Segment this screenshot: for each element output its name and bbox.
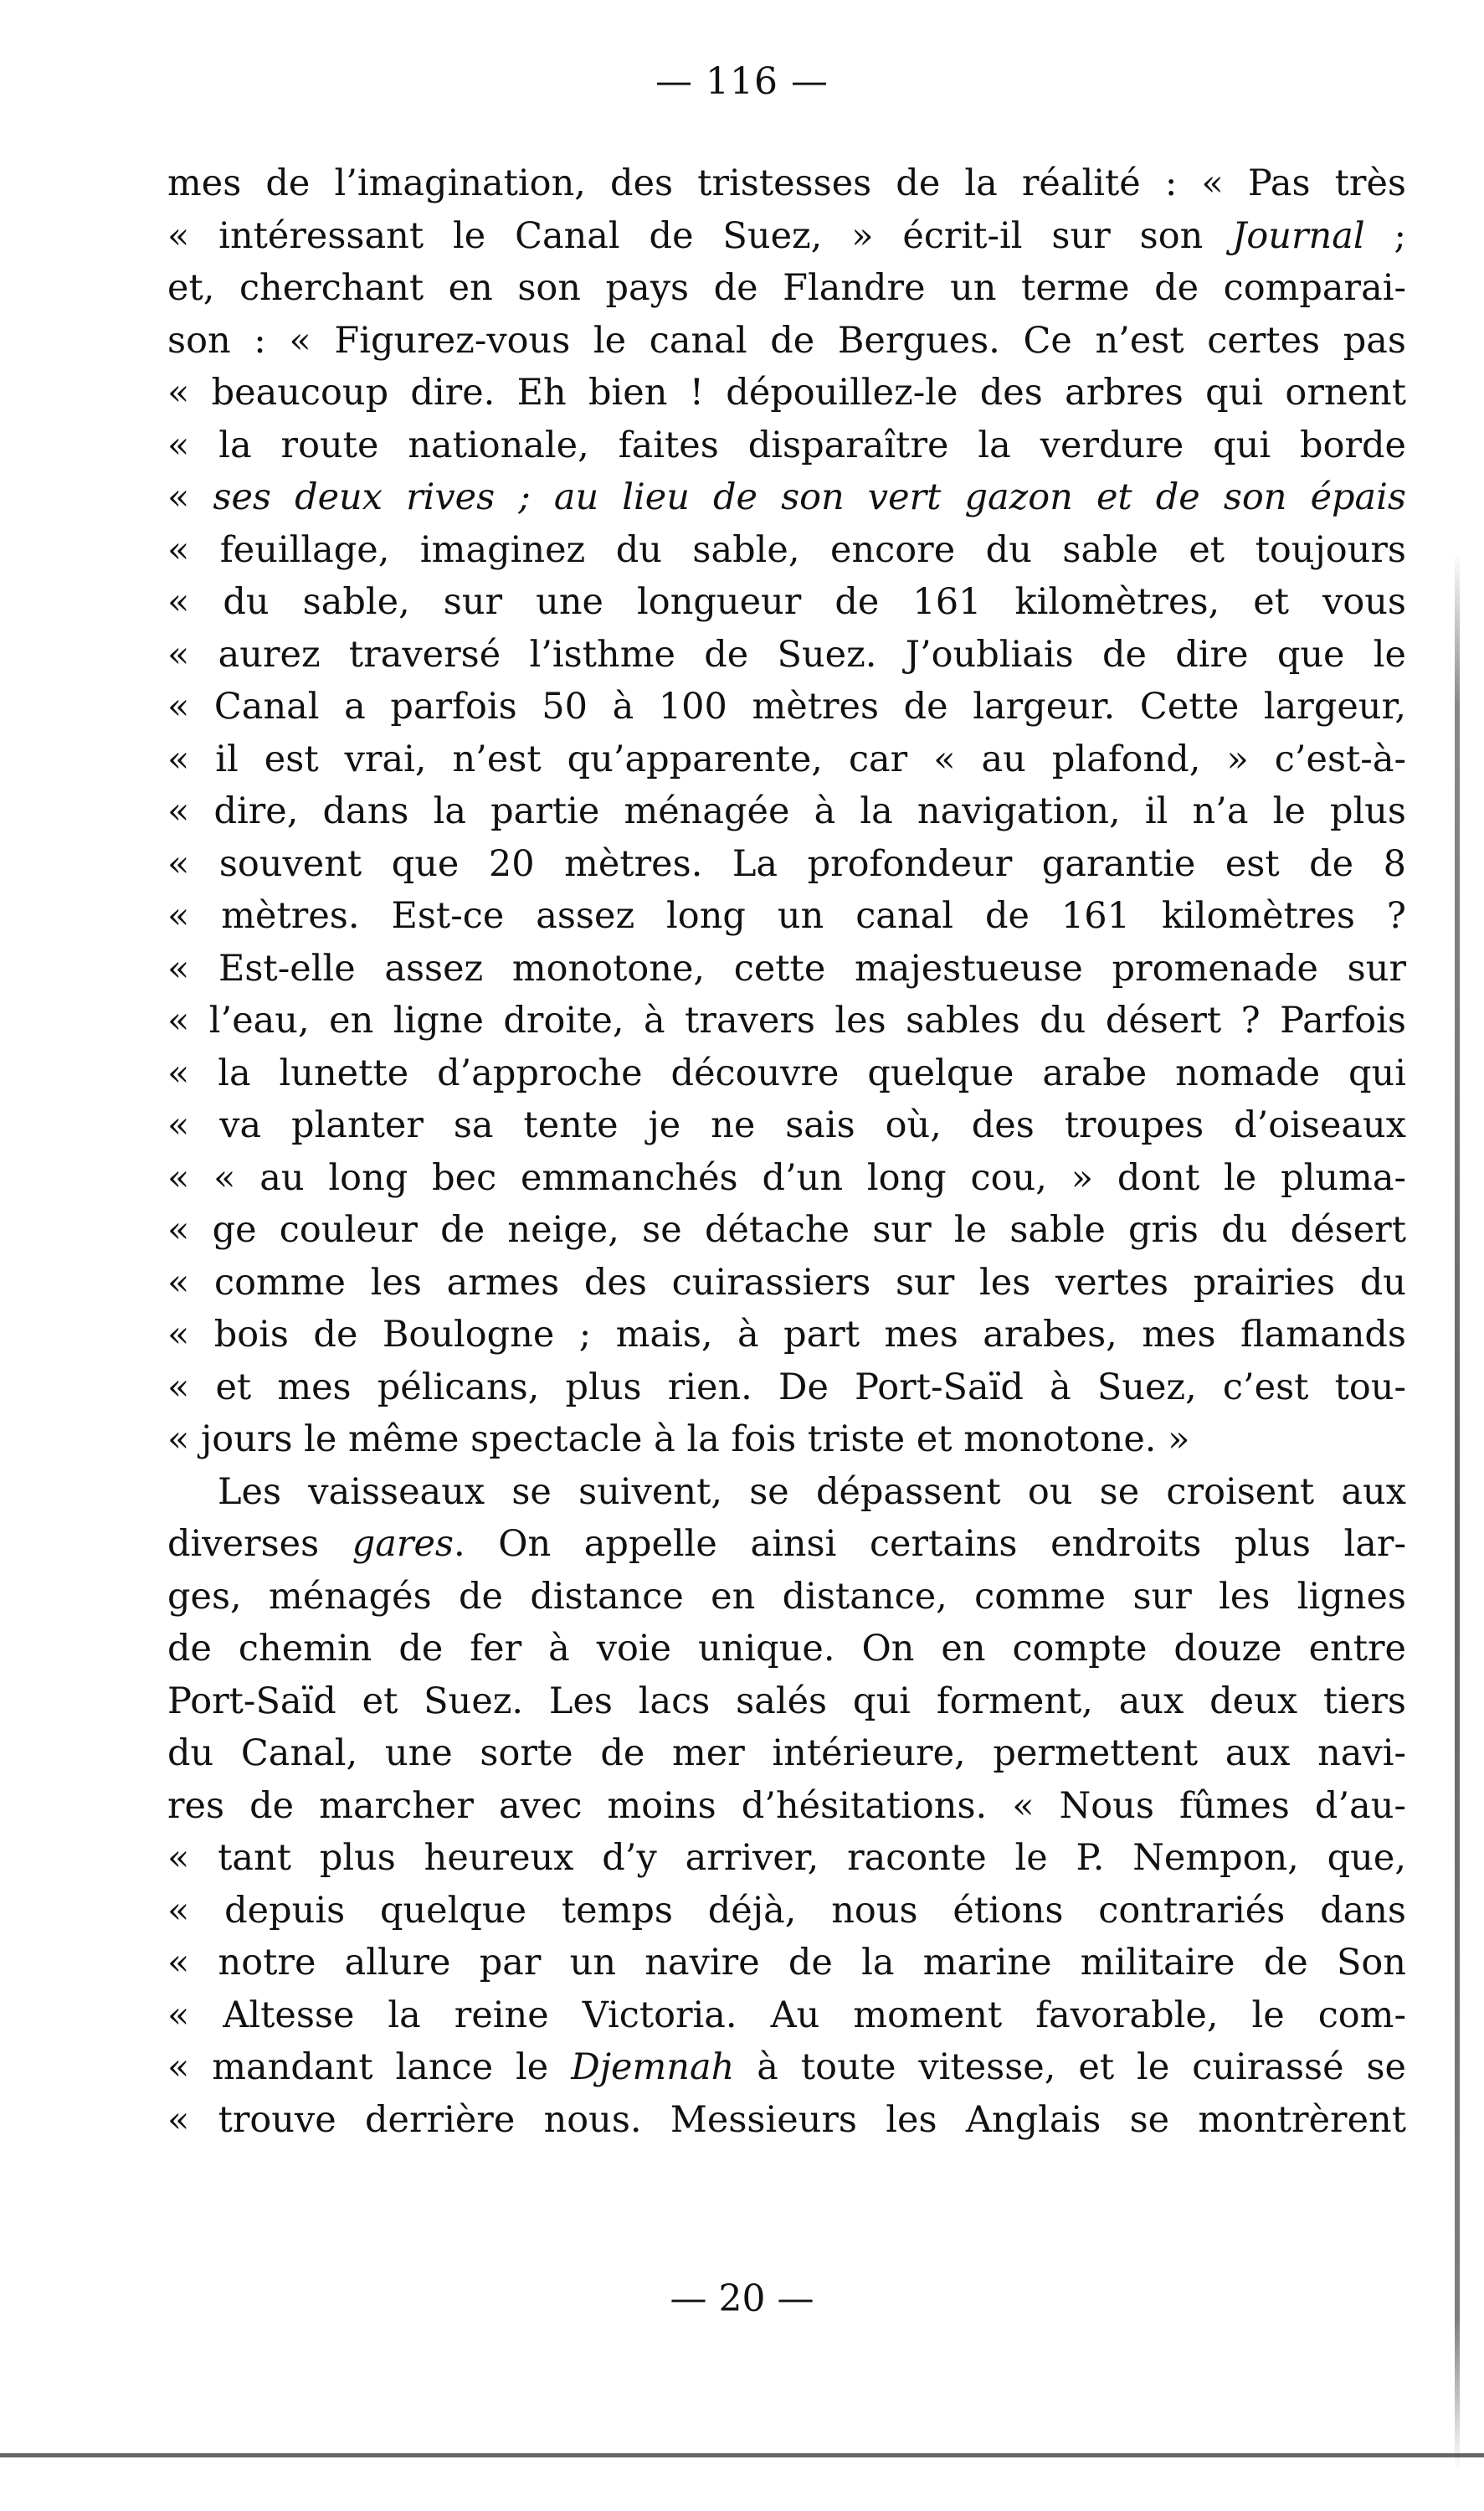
italic-run: Djemnah	[571, 2046, 735, 2088]
text-line	[167, 1937, 1406, 1989]
text-run: « la lunette d’approche découvre quelque arabe nomade qui	[167, 1052, 1406, 1094]
bottom-scan-rule	[0, 2453, 1484, 2457]
text-run: « Canal a parfois 50 à 100 mètres de largeur. Cette largeur,	[167, 686, 1406, 728]
text-run: « souvent que 20 mètres. La profondeur garantie est de 8	[167, 842, 1406, 885]
text-line	[167, 367, 1406, 419]
text-line	[167, 157, 1406, 210]
text-line	[167, 1099, 1406, 1152]
text-run: res de marcher avec moins d’hésitations. « Nous fûmes d’au-	[167, 1784, 1406, 1827]
text-run: de chemin de fer à voie unique. On en compte douze entre	[167, 1628, 1406, 1670]
text-run: « la route nationale, faites disparaître la verdure qui borde	[167, 424, 1406, 466]
text-line	[167, 1623, 1406, 1675]
signature-mark: — 20 —	[670, 2277, 814, 2320]
text-line	[167, 1989, 1406, 2042]
text-run: Port-Saïd et Suez. Les lacs salés qui forment, aux deux tiers	[167, 1680, 1406, 1722]
text-line	[167, 1047, 1406, 1100]
text-line	[167, 2094, 1406, 2147]
text-run: mes de l’imagination, des tristesses de la réalité : « Pas très	[167, 162, 1406, 204]
text-line	[167, 1885, 1406, 1937]
text-line	[167, 943, 1406, 996]
text-run: « l’eau, en ligne droite, à travers les sables du désert ? Parfois	[167, 1000, 1406, 1042]
text-run: « intéressant le Canal de Suez, » écrit-il sur son	[167, 214, 1233, 257]
text-run: « ge couleur de neige, se détache sur le sable gris du désert	[167, 1209, 1406, 1251]
text-run: du Canal, une sorte de mer intérieure, permettent aux navi-	[167, 1732, 1406, 1774]
text-line	[167, 1466, 1406, 1519]
text-run: à toute vitesse, et le cuirassé se	[734, 2046, 1406, 2088]
text-run: « il est vrai, n’est qu’apparente, car « au plafond, » c’est-à-	[167, 738, 1406, 780]
text-run: « notre allure par un navire de la marine militaire de Son	[167, 1942, 1406, 1984]
text-line	[167, 1832, 1406, 1885]
page-number: — 116 —	[655, 60, 829, 103]
text-line	[167, 629, 1406, 682]
text-line	[167, 1361, 1406, 1414]
text-line	[167, 681, 1406, 733]
text-run: « Est-elle assez monotone, cette majestueuse promenade sur	[167, 947, 1406, 990]
text-line	[167, 1727, 1406, 1780]
text-run: « aurez traversé l’isthme de Suez. J’oubliais de dire que le	[167, 633, 1406, 676]
text-run: « comme les armes des cuirassiers sur les vertes prairies du	[167, 1261, 1406, 1304]
italic-run: ses deux rives ; au lieu de son vert gazon et de son épais	[213, 476, 1406, 518]
text-run: « Altesse la reine Victoria. Au moment favorable, le com-	[167, 1994, 1406, 2036]
text-run: ges, ménagés de distance en distance, comme sur les lignes	[167, 1575, 1406, 1618]
text-run: « du sable, sur une longueur de 161 kilomètres, et vous	[167, 581, 1406, 623]
text-run: et, cherchant en son pays de Flandre un terme de comparai-	[167, 267, 1406, 309]
text-line	[167, 1571, 1406, 1623]
text-line	[167, 1413, 1406, 1466]
text-run: « et mes pélicans, plus rien. De Port-Saïd à Suez, c’est tou-	[167, 1366, 1406, 1408]
text-run: « trouve derrière nous. Messieurs les Anglais se montrèrent	[167, 2098, 1406, 2141]
text-run: diverses	[167, 1523, 352, 1565]
text-line	[167, 838, 1406, 891]
text-run: son : « Figurez-vous le canal de Bergues. Ce n’est certes pas	[167, 319, 1406, 362]
text-line	[167, 1780, 1406, 1833]
text-line	[167, 419, 1406, 472]
text-line	[167, 210, 1406, 263]
text-line	[167, 995, 1406, 1047]
body-text	[167, 157, 1406, 2146]
page-edge-scan-artifact	[1455, 553, 1460, 2470]
text-run: « mètres. Est-ce assez long un canal de 161 kilomètres ?	[167, 895, 1406, 937]
text-line	[167, 1257, 1406, 1310]
text-line	[167, 890, 1406, 943]
text-run: « depuis quelque temps déjà, nous étions contrariés dans	[167, 1889, 1406, 1932]
text-run: « mandant lance le	[167, 2046, 572, 2088]
text-line	[167, 785, 1406, 838]
text-line	[167, 1518, 1406, 1571]
text-run: « jours le même spectacle à la fois triste et monotone. »	[167, 1418, 1190, 1460]
text-run: « « au long bec emmanchés d’un long cou, » dont le pluma-	[167, 1156, 1406, 1199]
text-line	[167, 262, 1406, 315]
text-line	[167, 524, 1406, 577]
text-run: . On appelle ainsi certains endroits plus lar-	[453, 1523, 1406, 1565]
italic-run: gares	[352, 1523, 454, 1565]
text-line	[167, 315, 1406, 368]
text-run: « va planter sa tente je ne sais où, des troupes d’oiseaux	[167, 1104, 1406, 1146]
text-run: «	[167, 476, 213, 518]
text-line	[167, 1675, 1406, 1728]
text-line	[167, 1309, 1406, 1361]
text-run: « bois de Boulogne ; mais, à part mes arabes, mes flamands	[167, 1314, 1406, 1356]
text-run: « tant plus heureux d’y arriver, raconte le P. Nempon, que,	[167, 1837, 1406, 1879]
text-line	[167, 471, 1406, 524]
text-line	[167, 576, 1406, 629]
italic-run: Journal	[1232, 214, 1365, 257]
text-line	[167, 1204, 1406, 1257]
text-line	[167, 2041, 1406, 2094]
text-run: ;	[1364, 214, 1406, 257]
text-run: « feuillage, imaginez du sable, encore du sable et toujours	[167, 528, 1406, 571]
text-run: « beaucoup dire. Eh bien ! dépouillez-le des arbres qui ornent	[167, 372, 1406, 414]
text-run: « dire, dans la partie ménagée à la navigation, il n’a le plus	[167, 790, 1406, 832]
text-line	[167, 733, 1406, 786]
text-run: Les vaisseaux se suivent, se dépassent ou se croisent aux	[218, 1470, 1406, 1513]
text-line	[167, 1152, 1406, 1205]
